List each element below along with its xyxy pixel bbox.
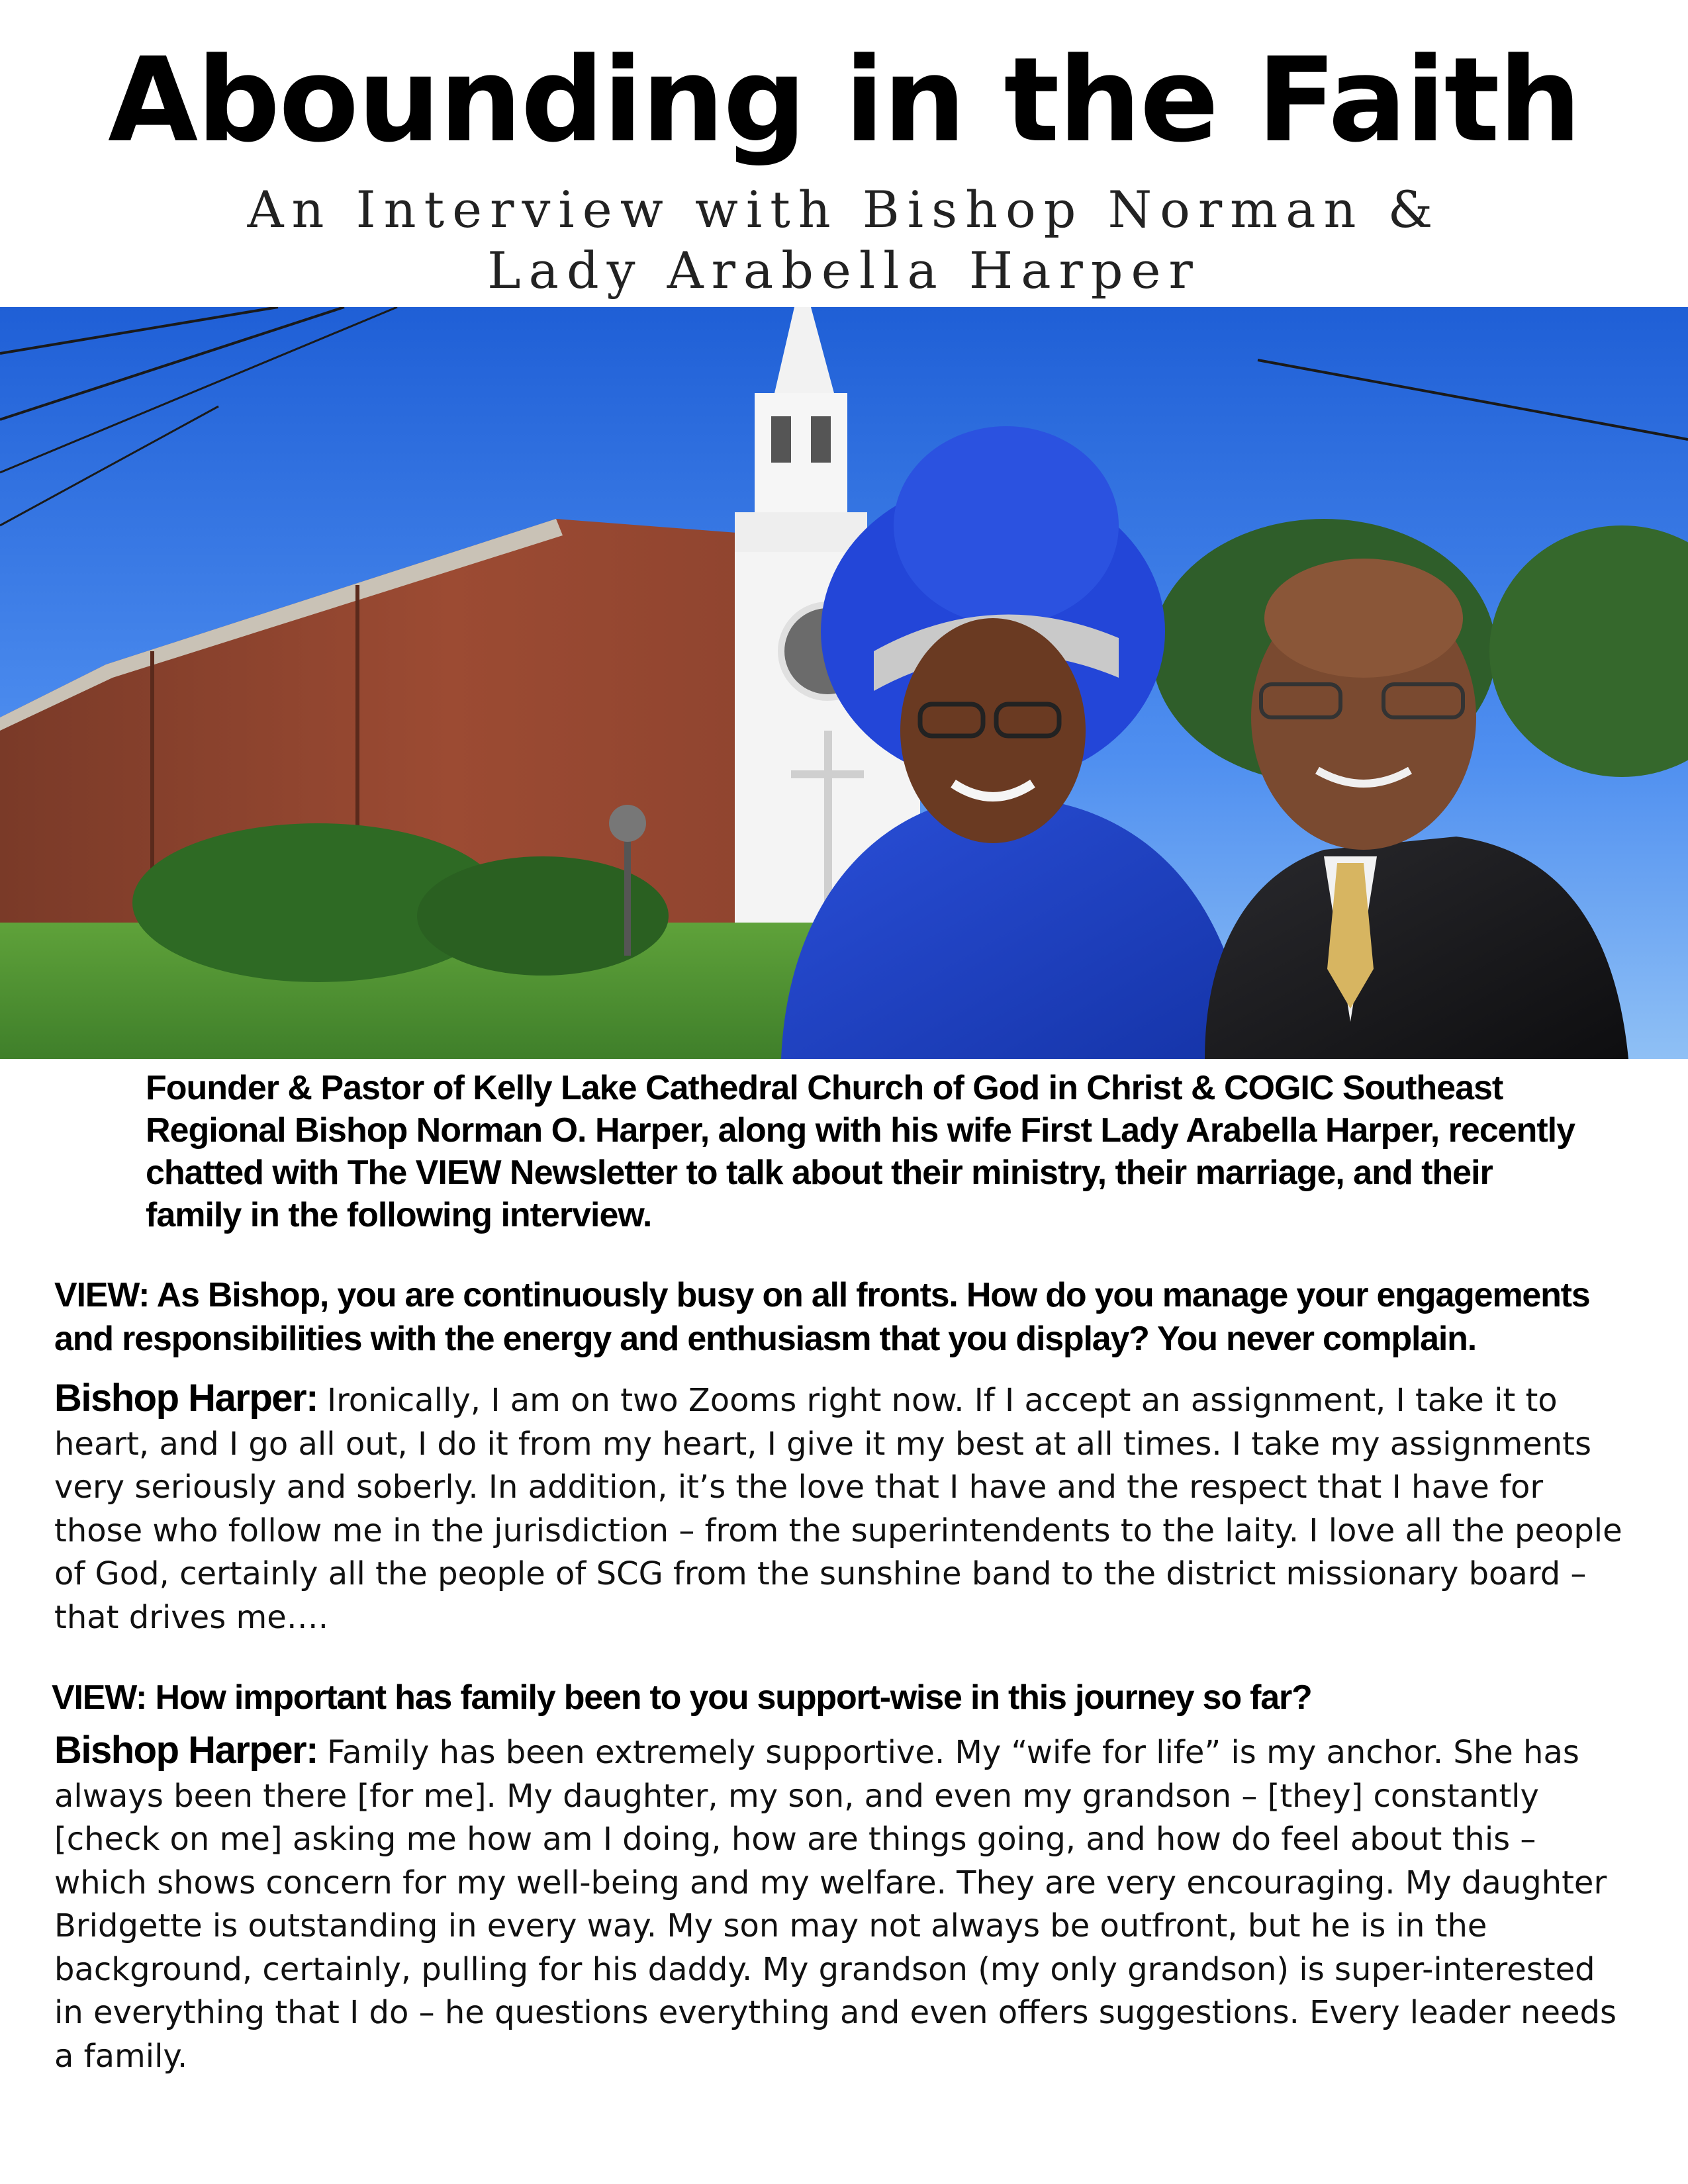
page-title: Abounding in the Faith bbox=[108, 32, 1580, 168]
page-subtitle-line2: Lady Arabella Harper bbox=[487, 241, 1201, 300]
interview-answer-1 bbox=[54, 1377, 1630, 1639]
answer-text: Ironically, I am on two Zooms right now. If I accept an assignment, I take it to heart, and I go all out, I do it from my heart, I give it my best at all times. I take my assignments very seriously and soberly. In addition, it’s the love that I have and the respect that I have for those who follow me in the jurisdiction – from the superintendents to the laity. I love all the people of God, certainly all the people of SCG from the sunshine band to the district missionary board – that drives me…. bbox=[54, 1382, 1622, 1636]
interview-question-2: VIEW: How important has family been to you support-wise in this journey so far? bbox=[52, 1678, 1312, 1717]
intro-paragraph: Founder & Pastor of Kelly Lake Cathedral Church of God in Christ & COGIC Southeast Regional Bishop Norman O. Harper, along with his wife First Lady Arabella Harper, recently chatted with The VIEW Newsletter to talk about their ministry, their marriage, and their family in the following interview. bbox=[146, 1069, 1575, 1234]
answer-text: Family has been extremely supportive. My “wife for life” is my anchor. She has always been there [for me]. My daughter, my son, and even my grandson – [they] constantly [check on me] asking me how am I doing, how are things going, and how do feel about this – which shows concern for my well-being and my welfare. They are very encouraging. My daughter Bridgette is outstanding in every way. My son may not always be outfront, but he is in the background, certainly, pulling for his daddy. My grandson (my only grandson) is super-interested in everything that I do – he questions everything and even offers suggestions. Every leader needs a family. bbox=[54, 1734, 1617, 2075]
interview-question-1: VIEW: As Bishop, you are continuously busy on all fronts. How do you manage your engagements and responsibilities with the energy and enthusiasm that you display? You never complain. bbox=[54, 1276, 1590, 1358]
interview-answer-2 bbox=[54, 1729, 1630, 2078]
church-and-couple-photo bbox=[0, 307, 1688, 1059]
answer-speaker-label: Bishop Harper: bbox=[54, 1377, 318, 1420]
answer-speaker-label: Bishop Harper: bbox=[54, 1729, 318, 1772]
page-subtitle-line1: An Interview with Bishop Norman & bbox=[247, 180, 1441, 239]
